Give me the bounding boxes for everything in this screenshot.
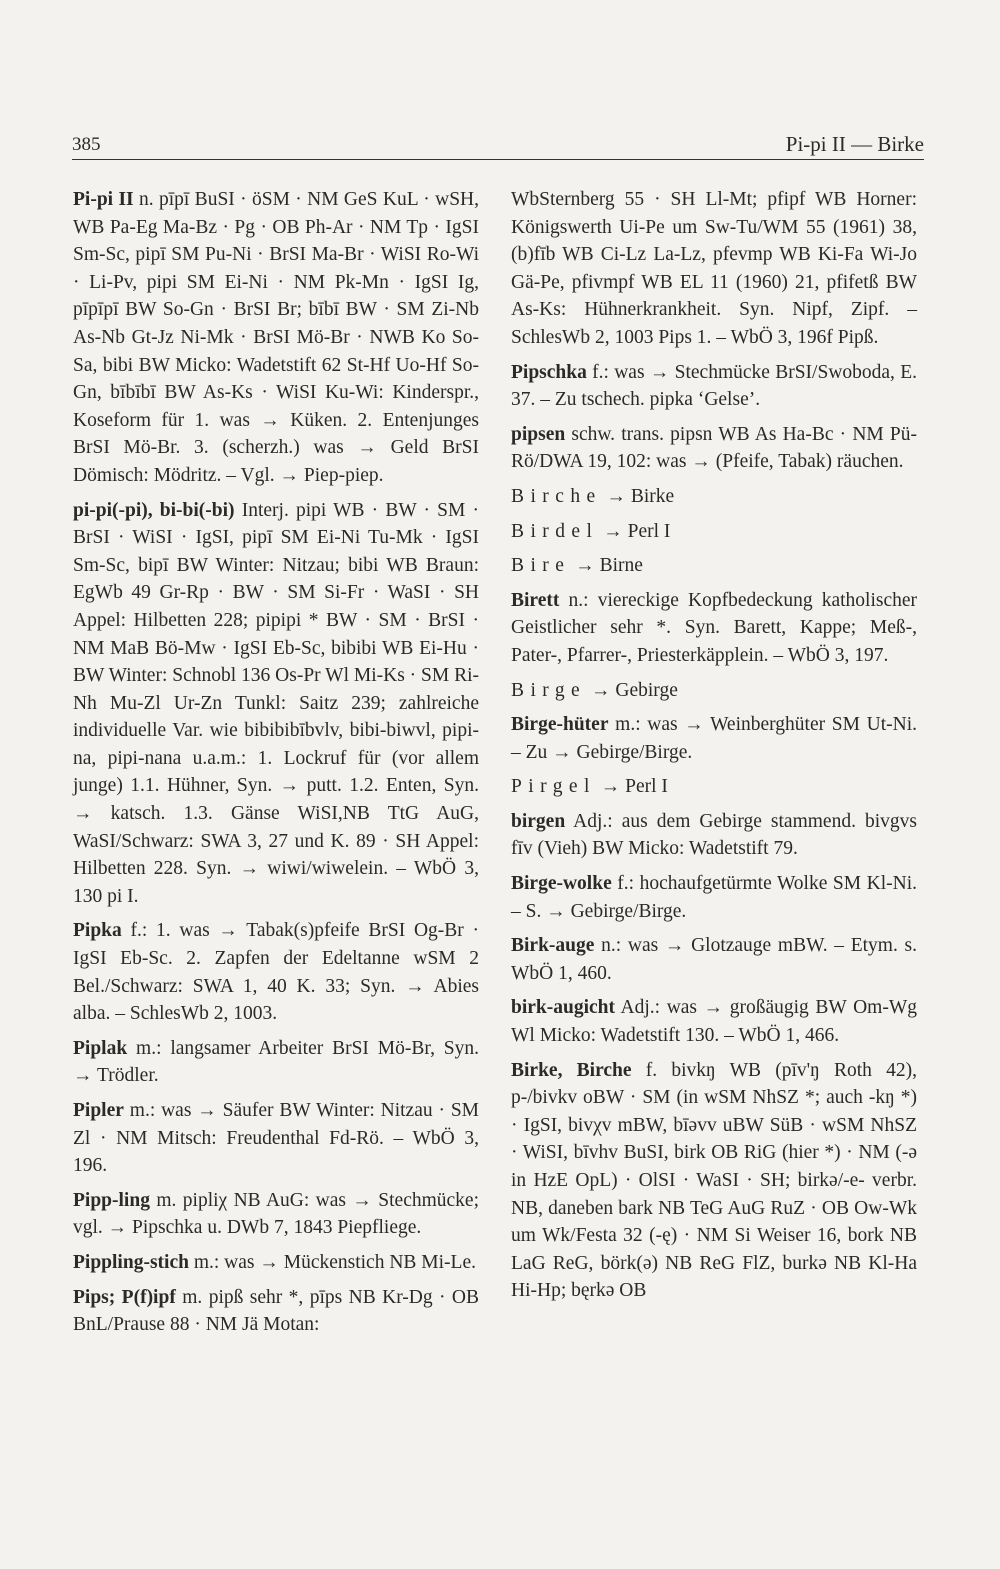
entry-text: m.: was → Säufer BW Winter: Nitzau · SM Zl · NM Mitsch: Freudenthal Fd-Rö. – WbÖ 3, 196. [73,1100,480,1177]
entry-lemma: pipsen [511,423,566,445]
entry-lemma: Pipp-ling [73,1189,150,1211]
crossref-birge [511,677,917,705]
entry-lemma: Pips; P(f)ipf [73,1286,176,1308]
crossref-target: → Birne [575,555,643,577]
entry-text: n. pīpī BuSI · öSM · NM GeS KuL · wSH, WB Pa-Eg Ma-Bz · Pg · OB Ph-Ar · NM Tp · IgSI Sm-Sc, pipī SM Pu-Ni · BrSI Ma-Br · WiSI Ro-Wi · Li-Pv, pipi SM Ei-Ni · NM Pk-Mn · IgSI Ig, pīpīpī BW So-Gn · BrSI Br; bībī BW · SM Zi-Nb As-Nb Gt-Jz Ni-Mk · BrSI Mö-Br · NWB Ko So-Sa, bibi BW Micko: Wadetstift 62 St-Hf Uo-Hf So-Gn, bībībī BW As-Ks · WiSI Ku-Wi: Kinderspr., Koseform für 1. was → Küken. 2. Entenjunges BrSI Mö-Br. 3. (scherzh.) was → Geld BrSI Dömisch: Mödritz. – Vgl. → Piep-piep. [73,189,479,486]
crossref-pirgel [511,773,917,801]
crossref-target: → Birke [606,485,675,507]
entry-lemma: Birke, Birche [511,1059,632,1081]
entry-lemma: Birett [511,589,560,611]
entry-text: Interj. pipi WB · BW · SM · BrSI · WiSI · IgSI, pipī SM Ei-Ni Tu-Mk · IgSI Sm-Sc, bipī BW Winter: Nitzau; bibi WB Braun: EgWb 49 Gr-Rp · BW · SM Si-Fr · WaSI · SH Appel: Hilbetten 228; pipipi * BW · SM · BrSI · NM MaB Bö-Mw · IgSI Eb-Sc, bibibi WB Ei-Hu · BW Winter: Schnobl 136 Os-Pr Wl Mi-Ks · SM Ri-Nh Mu-Zl Ur-Zn Tunkl: Saitz 239; zahlreiche individuelle Var. wie bibibibībvlv, bibi-biwvl, pipi-na, pipi-nana u.a.m.: 1. Lockruf für (vor allem junge) 1.1. Hühner, Syn. → putt. 1.2. Enten, Syn. → katsch. 1.3. Gänse WiSI,NB TtG AuG, WaSI/Schwarz: SWA 3, 27 und K. 89 · SH Appel: Hilbetten 228. Syn. → wiwi/wiwelein. – WbÖ 3, 130 pi I. [73,499,480,907]
entry-text: f.: was → Stechmücke BrSI/Swoboda, E. 37. – Zu tschech. pipka ‘Gelse’. [511,361,918,411]
crossref-lemma: Birge [511,679,587,701]
entry-text: m.: was → Weinberghüter SM Ut-Ni. – Zu → Gebirge/Birge. [511,714,918,763]
entry-text: m. pipß sehr *, pīps NB Kr-Dg · OB BnL/Prause 88 · NM Jä Motan: [73,1286,480,1336]
entry-birk-augicht [511,994,917,1049]
entry-text: f. bivkŋ WB (pīv'ŋ Roth 42), p-/bivkv oBW · SM (in wSM NhSZ *; auch -kŋ *) · IgSI, bivχv mBW, bīəvv uBW SüB · wSM NhSZ · WiSI, bīvhv BuSI, birk OB RiG (hier *) · NM (-ə in HzE OpL) · OlSI · WaSI · SH; birkə/-e- verbr. NB, daneben bark NB TeG AuG RuZ · OB Ow-Wk um Wk/Festa 32 (-ę) · NM Si Weiser 16, bork NB LaG ReG, börk(ə) NB ReG FlZ, burkə NB Kl-Ha Hi-Hp; bęrkə OB [511,1059,918,1302]
entry-text: n.: was → Glotzauge mBW. – Etym. s. WbÖ 1, 460. [511,935,917,984]
entry-lemma: Pippling-stich [73,1251,189,1273]
crossref-target: → Perl I [600,776,668,798]
entry-lemma: Pipschka [511,361,587,383]
entry-lemma: birk-augicht [511,997,616,1019]
crossref-birche [511,483,917,511]
entry-text: n.: viereckige Kopfbedeckung katholischer Geistlicher sehr *. Syn. Barett, Kappe; Meß-, Pater-, Pfarrer-, Priesterkäpplein. – WbÖ 3, 197. [511,589,917,666]
entry-pipler [73,1097,479,1180]
entry-birk-auge [511,932,917,987]
entry-lemma: Birge-hüter [511,714,609,736]
entry-text: m.: langsamer Arbeiter BrSI Mö-Br, Syn. → Trödler. [73,1037,480,1087]
entry-pi-pi-ii [73,186,479,490]
crossref-lemma: Pirgel [511,776,596,798]
entry-pips [73,1284,479,1339]
entry-lemma: Pipler [73,1100,124,1121]
entry-pipsen [511,421,917,476]
page-header [72,128,924,160]
entry-pips-continued [511,186,917,352]
entry-pi-pi-interj [73,497,479,911]
entry-birge-wolke [511,870,917,925]
crossref-lemma: Bire [511,555,571,577]
right-column [511,186,917,1312]
entry-birgen [511,808,917,863]
crossref-lemma: Birdel [511,520,599,542]
crossref-target: → Perl I [603,520,671,542]
crossref-birdel [511,518,917,546]
entry-text: m. pipliχ NB AuG: was → Stechmücke; vgl. → Pipschka u. DWb 7, 1843 Piepfliege. [73,1189,480,1239]
crossref-lemma: Birche [511,485,602,507]
entry-text: schw. trans. pipsn WB As Ha-Bc · NM Pü-Rö/DWA 19, 102: was → (Pfeife, Tabak) räuchen. [511,423,917,473]
entry-text: f.: hochaufgetürmte Wolke SM Kl-Ni. – S. → Gebirge/Birge. [511,873,918,922]
entry-pipschka [511,359,917,414]
page-number: 385 [72,134,101,155]
entry-text: Adj.: aus dem Gebirge stammend. bivgvs fīv (Vieh) BW Micko: Wadetstift 79. [511,810,917,860]
crossref-target: → Gebirge [591,679,678,701]
entry-pipp-ling [73,1187,479,1242]
entry-lemma: pi-pi(-pi), bi-bi(-bi) [73,499,235,521]
entry-piplak [73,1035,479,1090]
entry-lemma: Birge-wolke [511,873,612,895]
left-column [73,186,479,1346]
entry-text: Adj.: was → großäugig BW Om-Wg Wl Micko: Wadetstift 130. – WbÖ 1, 466. [511,997,917,1047]
entry-birge-hueter [511,711,917,766]
entry-lemma: birgen [511,810,566,832]
running-head: Pi-pi II — Birke [785,132,924,156]
crossref-bire [511,552,917,580]
entry-lemma: Birk-auge [511,935,595,957]
entry-text: WbSternberg 55 · SH Ll-Mt; pfipf WB Horner: Königswerth Ui-Pe um Sw-Tu/WM 55 (1961) 38, (b)fīb WB Ci-Lz La-Lz, pfevmp WB Ki-Fa Wi-Jo Gä-Pe, pfivmpf WB EL 11 (1960) 21, pfifetß BW As-Ks: Hühnerkrankheit. Syn. Nipf, Zipf. – SchlesWb 2, 1003 Pips 1. – WbÖ 3, 196f Pipß. [511,189,917,348]
entry-pipka [73,917,479,1027]
entry-lemma: Pi-pi II [73,189,134,210]
entry-lemma: Piplak [73,1037,128,1059]
entry-text: f.: 1. was → Tabak(s)pfeife BrSI Og-Br · IgSI Eb-Sc. 2. Zapfen der Edeltanne wSM 2 Bel./Schwarz: SWA 1, 40 K. 33; Syn. → Abies alba. – SchlesWb 2, 1003. [73,920,480,1025]
header-rule [72,159,924,160]
entry-birke [511,1057,917,1305]
entry-text: m.: was → Mückenstich NB Mi-Le. [193,1251,476,1273]
entry-lemma: Pipka [73,920,122,942]
entry-pippling-stich [73,1249,479,1277]
entry-birett [511,587,917,670]
